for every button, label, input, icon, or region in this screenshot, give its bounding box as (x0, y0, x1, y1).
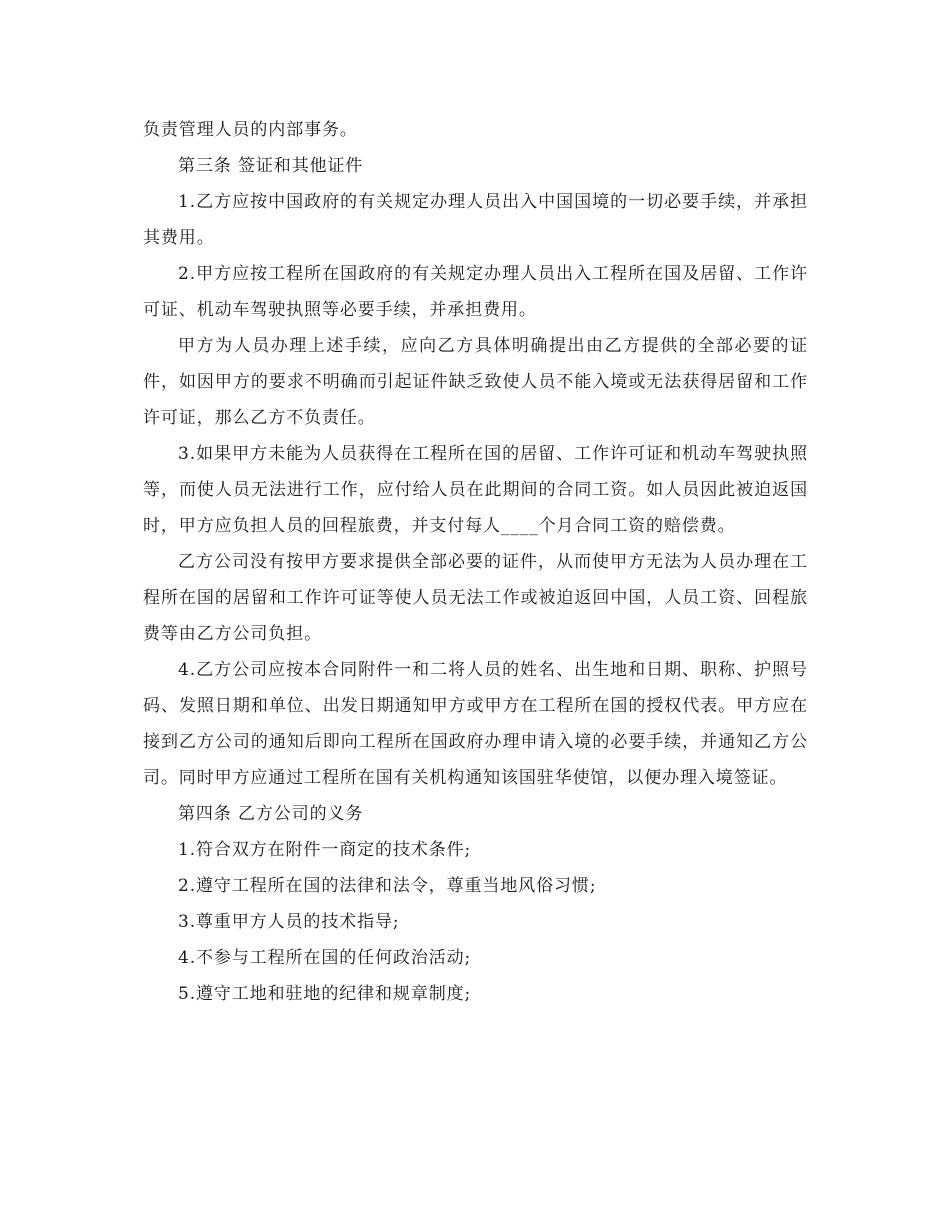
paragraph: 1.乙方应按中国政府的有关规定办理人员出入中国国境的一切必要手续，并承担其费用。 (143, 192, 808, 248)
list-item: 2.遵守工程所在国的法律和法令，尊重当地风俗习惯; (178, 876, 597, 896)
paragraph: 4.乙方公司应按本合同附件一和二将人员的姓名、出生地和日期、职称、护照号码、发照日期和单位、出发日期通知甲方或甲方在工程所在国的授权代表。甲方应在接到乙方公司的通知后即向工程所在国政府办理申请入境的必要手续，并通知乙方公司。同时甲方应通过工程所在国有关机构通知该国驻华使馆，以便办理入境签证。 (143, 660, 808, 788)
list-item: 3.尊重甲方人员的技术指导; (178, 912, 400, 932)
paragraph: 乙方公司没有按甲方要求提供全部必要的证件，从而使甲方无法为人员办理在工程所在国的居留和工作许可证等使人员无法工作或被迫返回中国，人员工资、回程旅费等由乙方公司负担。 (143, 552, 808, 644)
paragraph: 负责管理人员的内部事务。 (143, 120, 358, 140)
list-item: 4.不参与工程所在国的任何政治活动; (178, 948, 472, 968)
document-body (143, 112, 808, 1012)
paragraph: 2.甲方应按工程所在国政府的有关规定办理人员出入工程所在国及居留、工作许可证、机动车驾驶执照等必要手续，并承担费用。 (143, 264, 808, 320)
paragraph: 3.如果甲方未能为人员获得在工程所在国的居留、工作许可证和机动车驾驶执照等，而使人员无法进行工作，应付给人员在此期间的合同工资。如人员因此被迫返国时，甲方应负担人员的回程旅费，并支付每人____个月合同工资的赔偿费。 (143, 444, 808, 536)
paragraph: 甲方为人员办理上述手续，应向乙方具体明确提出由乙方提供的全部必要的证件，如因甲方的要求不明确而引起证件缺乏致使人员不能入境或无法获得居留和工作许可证，那么乙方不负责任。 (143, 336, 808, 428)
section-heading: 第三条 签证和其他证件 (178, 156, 364, 176)
section-heading: 第四条 乙方公司的义务 (178, 804, 364, 824)
list-item: 1.符合双方在附件一商定的技术条件; (178, 840, 472, 860)
list-item: 5.遵守工地和驻地的纪律和规章制度; (178, 984, 472, 1004)
